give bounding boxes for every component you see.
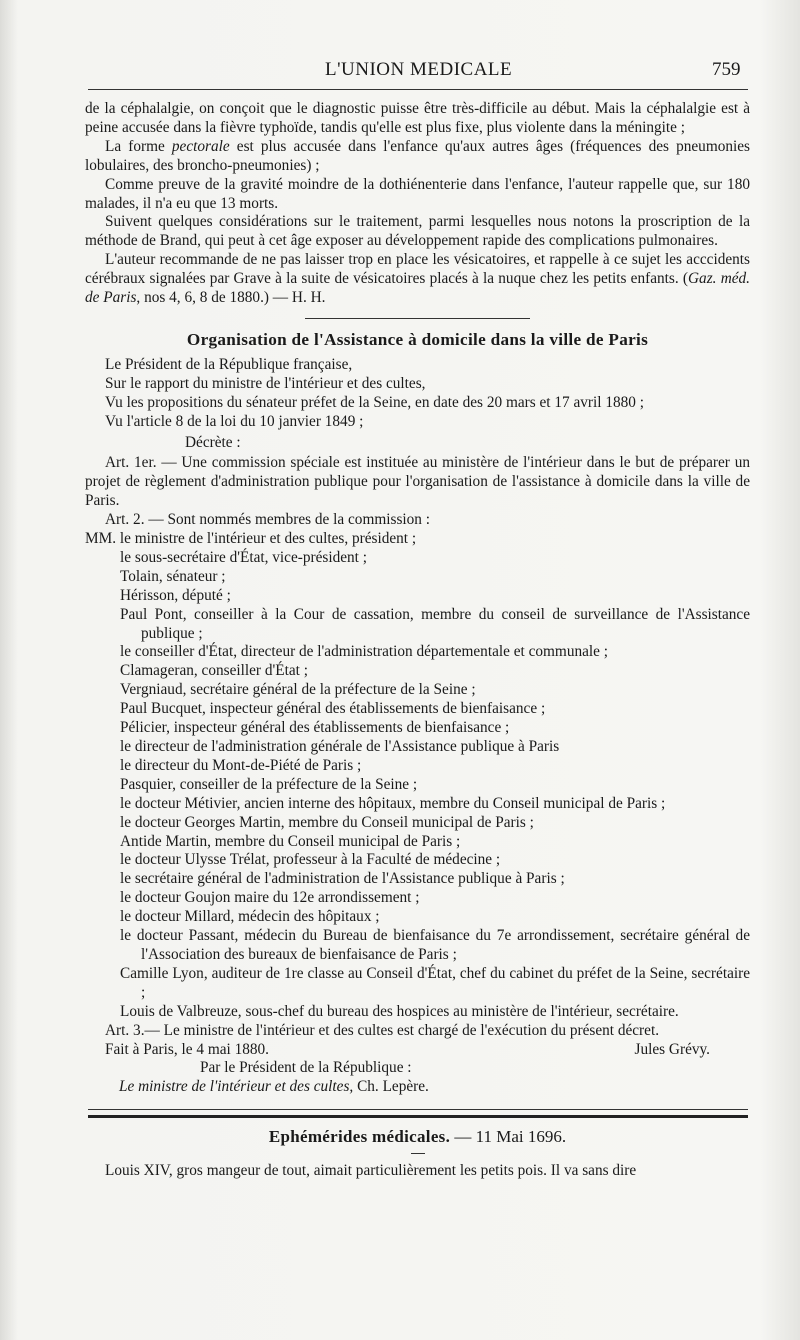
list-item: Louis de Valbreuze, sous-chef du bureau des hospices au ministère de l'intérieur, secrétaire. bbox=[120, 1002, 679, 1020]
list-item: Paul Bucquet, inspecteur général des établissements de bienfaisance ; bbox=[120, 700, 546, 718]
par-le-president: Par le Président de la République : bbox=[200, 1059, 412, 1077]
list-item: le directeur du Mont-de-Piété de Paris ; bbox=[120, 756, 362, 774]
gravity-paragraph: Comme preuve de la gravité moindre de la dothiénenterie dans l'enfance, l'auteur rappelle que, sur 180 malades, il n'a eu que 13 morts. bbox=[85, 175, 750, 212]
pectorale-term: pectorale bbox=[171, 137, 230, 155]
running-head: L'UNION MEDICALE bbox=[325, 59, 513, 80]
short-rule bbox=[411, 1153, 425, 1154]
header-rule bbox=[88, 89, 748, 90]
list-item: MM. le ministre de l'intérieur et des cultes, président ; bbox=[85, 530, 417, 548]
signatory: Jules Grévy. bbox=[634, 1040, 710, 1058]
list-item: le docteur Métivier, ancien interne des hôpitaux, membre du Conseil municipal de Paris ; bbox=[120, 794, 666, 812]
journal-reference: Gaz. méd. de Paris bbox=[85, 270, 750, 307]
list-item: le docteur Goujon maire du 12e arrondissement ; bbox=[120, 889, 420, 907]
continuation-paragraph: de la céphalalgie, on conçoit que le diagnostic puisse être très-difficile au début. Mais la céphalalgie est à peine accusée dans la fièvre typhoïde, tandis qu'elle est plus fixe, plus violente dans la méningite ; bbox=[85, 100, 750, 136]
minister-signature: Le ministre de l'intérieur et des cultes, Ch. Lepère. bbox=[119, 1078, 429, 1096]
article-2: Art. 2. — Sont nommés membres de la commission : bbox=[105, 511, 431, 529]
list-item: Clamageran, conseiller d'État ; bbox=[120, 662, 308, 680]
list-item: le directeur de l'administration générale de l'Assistance publique à Paris bbox=[120, 738, 560, 755]
list-item: le docteur Passant, médecin du Bureau de bienfaisance du 7e arrondissement, secrétaire général de l'Association des bureaux de bienfaisance de Paris ; bbox=[120, 927, 750, 963]
list-item: Pélicier, inspecteur général des établissements de bienfaisance ; bbox=[120, 719, 510, 737]
treatment-paragraph: Suivent quelques considérations sur le traitement, parmi lesquelles nous notons la proscription de la méthode de Brand, qui peut à cet âge exposer au développement rapide des complications pulmonaires. bbox=[85, 213, 750, 250]
double-rule bbox=[88, 1109, 748, 1118]
preamble-line: Vu l'article 8 de la loi du 10 janvier 1849 ; bbox=[105, 412, 364, 430]
page-number: 759 bbox=[712, 59, 741, 80]
section-rule bbox=[305, 318, 530, 319]
list-item: le docteur Georges Martin, membre du Conseil municipal de Paris ; bbox=[120, 813, 534, 831]
list-item: Camille Lyon, auditeur de 1re classe au Conseil d'État, chef du cabinet du préfet de la Seine, secrétaire ; bbox=[120, 964, 750, 1001]
list-item: Pasquier, conseiller de la préfecture de la Seine ; bbox=[120, 775, 418, 793]
article-title: Organisation de l'Assistance à domicile dans la ville de Paris bbox=[186, 329, 649, 349]
member-list bbox=[85, 530, 750, 1022]
fait-a-paris: Fait à Paris, le 4 mai 1880. bbox=[105, 1040, 269, 1058]
preamble-line: Vu les propositions du sénateur préfet de la Seine, en date des 20 mars et 17 avril 1880 ; bbox=[105, 393, 645, 411]
vesicatoires-paragraph: L'auteur recommande de ne pas laisser trop en place les vésicatoires, et rappelle à ce sujet les acccidents cérébraux signalées par Grave à la suite de vésicatoires placés à la nuque chez les petits enfants. (Gaz. méd. de Paris, nos 4, 6, 8 de 1880.) — H. H. bbox=[85, 251, 750, 307]
ephemerides-text: Louis XIV, gros mangeur de tout, aimait particulièrement les petits pois. Il va sans dire bbox=[105, 1162, 637, 1180]
article-1: Art. 1er. — Une commission spéciale est instituée au ministère de l'intérieur dans le but de préparer un projet de règlement d'administration publique pour l'organisation de l'assistance à domicile dans la ville de Paris. bbox=[85, 454, 750, 510]
article-3: Art. 3.— Le ministre de l'intérieur et des cultes est chargé de l'exécution du présent décret. bbox=[105, 1021, 660, 1039]
pectorale-paragraph: La forme pectorale est plus accusée dans l'enfance qu'aux autres âges (fréquences des pneumonies lobulaires, des broncho-pneumonies) ; bbox=[85, 137, 751, 174]
ephemerides-title: Ephémérides médicales. — 11 Mai 1696. bbox=[268, 1127, 567, 1147]
decrete-line: Décrète : bbox=[185, 433, 241, 451]
page-body bbox=[85, 100, 750, 1181]
list-item: Vergniaud, secrétaire général de la préfecture de la Seine ; bbox=[120, 681, 476, 699]
preamble-line: Le Président de la République française, bbox=[105, 355, 353, 373]
list-item: Paul Pont, conseiller à la Cour de cassation, membre du conseil de surveillance de l'Assistance publique ; bbox=[120, 605, 750, 642]
list-item: le docteur Ulysse Trélat, professeur à la Faculté de médecine ; bbox=[120, 851, 501, 869]
preamble-line: Sur le rapport du ministre de l'intérieur et des cultes, bbox=[105, 374, 426, 392]
list-item: Hérisson, député ; bbox=[120, 586, 231, 604]
list-item: le docteur Millard, médecin des hôpitaux ; bbox=[120, 908, 380, 926]
list-item: le conseiller d'État, directeur de l'administration départementale et communale ; bbox=[120, 643, 609, 661]
list-item: Tolain, sénateur ; bbox=[120, 567, 226, 585]
signature-line bbox=[85, 1041, 750, 1060]
list-item: le sous-secrétaire d'État, vice-président ; bbox=[120, 548, 367, 566]
list-item: le secrétaire général de l'administration de l'Assistance publique à Paris ; bbox=[120, 870, 565, 888]
article-1-label: Art. 1er. bbox=[105, 454, 157, 472]
page-header bbox=[0, 55, 800, 85]
list-item: Antide Martin, membre du Conseil municipal de Paris ; bbox=[120, 832, 461, 850]
